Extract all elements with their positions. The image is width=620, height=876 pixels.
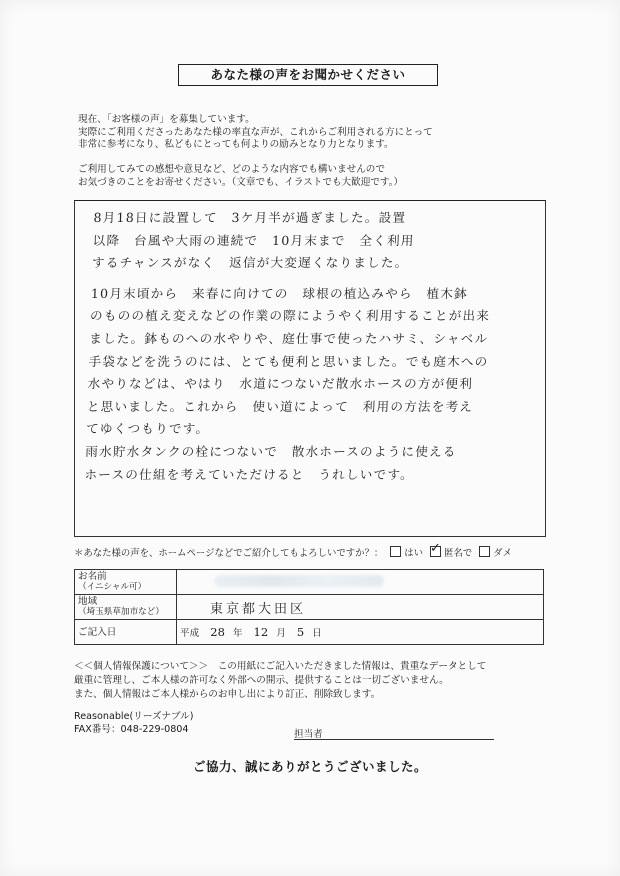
date-label-cell xyxy=(75,620,177,645)
intro-paragraph-1 xyxy=(78,114,433,152)
date-label: ご記入日 xyxy=(78,626,117,638)
thanks-message: ご協力、誠にありがとうございました。 xyxy=(192,759,427,774)
date-field[interactable] xyxy=(177,620,544,645)
checkbox-yes[interactable] xyxy=(390,546,401,557)
date-row xyxy=(75,620,544,645)
staff-signature-line[interactable] xyxy=(294,739,494,740)
region-label: 地域 xyxy=(78,596,98,607)
option-no[interactable]: ダメ xyxy=(479,545,512,559)
name-field[interactable] xyxy=(177,570,544,595)
handwritten-line: 雨水貯水タンクの栓につないで 散水ホースのように使える xyxy=(85,443,457,459)
publish-permission xyxy=(74,545,512,559)
date-year-value: 28 xyxy=(210,625,225,639)
intro-line: 非常に参考になり、私どもにとっても何よりの励みとなり力となります。 xyxy=(78,139,394,151)
handwritten-line: 水やりなどは、やはり 水道につないだ散水ホースの方が便利 xyxy=(87,376,474,392)
region-label-cell xyxy=(75,595,177,620)
permission-question: ＊あなた様の声を、ホームページなどでご紹介してもよろしいですか？： xyxy=(74,548,384,559)
info-table xyxy=(74,569,544,645)
region-row xyxy=(75,595,544,620)
region-value: 東京都大田区 xyxy=(210,601,307,617)
form-title: あなた様の声をお聞かせください xyxy=(178,64,438,86)
privacy-notice xyxy=(74,660,486,702)
intro-line: お気づきのことをお寄せください。（文章でも、イラストでも大歓迎です。） xyxy=(78,176,404,188)
handwritten-line: 8月18日に設置して 3ケ月半が過ぎました。設置 xyxy=(93,210,407,225)
region-sublabel: （埼玉県草加市など） xyxy=(78,607,164,617)
privacy-line: 厳重に管理し、ご本人様の許可なく外部への開示、提供することは一切ございません。 xyxy=(74,675,449,686)
name-row xyxy=(75,570,544,595)
privacy-line: また、個人情報はご本人様からのお申し出により訂正、削除致します。 xyxy=(74,689,381,700)
date-day-unit: 日 xyxy=(312,628,322,639)
handwritten-line: のものの植え変えなどの作業の際にようやく利用することが出来 xyxy=(89,308,491,324)
company-name: Reasonable(リーズナブル) xyxy=(74,711,194,722)
handwritten-line: 以降 台風や大雨の連続で 10月末まで 全く利用 xyxy=(92,232,415,248)
date-month-value: 12 xyxy=(253,625,269,639)
company-info xyxy=(74,710,194,736)
handwritten-line: ホースの仕組を考えていただけると うれしいです。 xyxy=(84,466,415,482)
date-day-value: 5 xyxy=(296,625,305,639)
handwritten-line: するチャンスがなく 返信が大変遅くなりました。 xyxy=(91,255,409,271)
option-yes[interactable]: はい xyxy=(390,545,423,559)
checkbox-anonymous-checked[interactable] xyxy=(430,546,441,557)
name-label: お名前 xyxy=(78,571,107,582)
region-field[interactable] xyxy=(177,595,544,620)
intro-line: 実際にご利用くださったあなた様の率直な声が、これからご利用される方にとって xyxy=(78,126,433,138)
staff-label: 担当者 xyxy=(294,729,323,740)
handwritten-line: ました。鉢ものへの水やりや、庭仕事で使ったハサミ、シャベル xyxy=(89,330,489,346)
name-sublabel: （イニシャル可） xyxy=(78,582,147,592)
intro-line: ご利用してみての感想や意見など、どのような内容でも構いませんので xyxy=(78,164,385,175)
handwritten-line: 10月末頃から 来春に向けての 球根の植込みやら 植木鉢 xyxy=(90,285,469,301)
handwritten-line: てゆくつもりです。 xyxy=(85,421,210,437)
date-era: 平成 xyxy=(180,628,200,639)
redacted-name xyxy=(214,575,384,587)
handwritten-line: 手袋などを洗うのには、とても便利と思いました。でも庭木への xyxy=(88,353,489,369)
handwritten-line: と思いました。これから 使い道によって 利用の方法を考え xyxy=(86,398,474,414)
date-month-unit: 月 xyxy=(276,628,286,639)
privacy-line: ＜＜個人情報保護について＞＞ この用紙にご記入いただきました情報は、貴重なデータとして xyxy=(74,661,487,672)
name-label-cell xyxy=(75,570,177,595)
option-anonymous[interactable]: ✓ 匿名で xyxy=(430,545,472,559)
intro-line: 現在、「お客様の声」を募集しています。 xyxy=(78,114,255,125)
handwritten-comment xyxy=(84,207,544,486)
date-year-unit: 年 xyxy=(232,628,243,639)
company-fax: FAX番号：048-229-0804 xyxy=(74,724,189,735)
intro-paragraph-2 xyxy=(78,164,403,189)
checkbox-no[interactable] xyxy=(479,546,490,557)
comment-box[interactable] xyxy=(74,200,546,537)
